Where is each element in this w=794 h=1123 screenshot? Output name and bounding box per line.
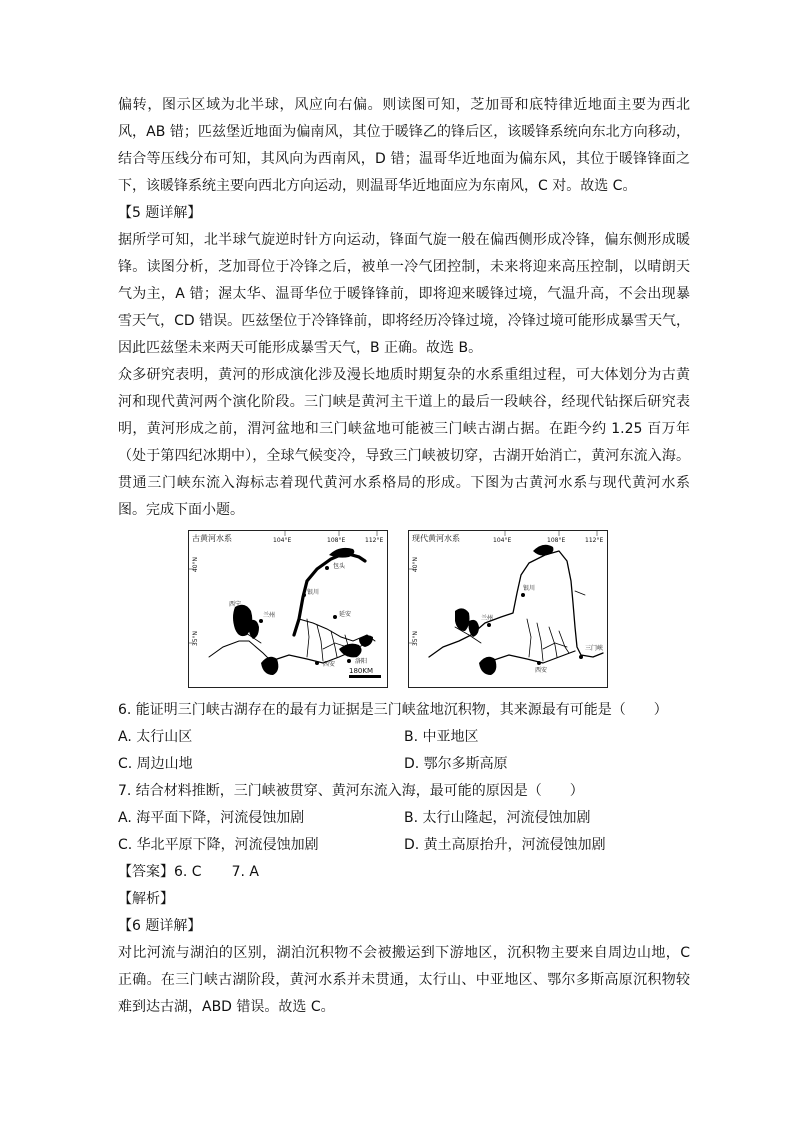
question-7-options-row bbox=[118, 832, 690, 859]
question-7-stem: 7. 结合材料推断，三门峡被贯穿、黄河东流入海，最可能的原因是（ ） bbox=[118, 783, 584, 799]
analysis-heading: 【解析】 bbox=[118, 891, 174, 907]
map-scale-label: 180KM bbox=[349, 667, 373, 675]
city-label-xian: 西安 bbox=[535, 667, 548, 674]
city-label-xining: 西宁 bbox=[229, 601, 242, 608]
option-7d: D. 黄土高原抬升，河流侵蚀加剧 bbox=[404, 837, 606, 853]
q6-detail-heading: 【6 题详解】 bbox=[118, 918, 202, 934]
map-title: 古黄河水系 bbox=[192, 534, 232, 543]
material-paragraph: 众多研究表明，黄河的形成演化涉及漫长地质时期复杂的水系重组过程，可大体划分为古黄河和现代黄河两个演化阶段。三门峡是黄河主干道上的最后一段峡谷，经现代钻探后研究表明，黄河形成之前，渭河盆地和三门峡盆地可能被三门峡古湖占据。在距今约 1.25 百万年（处于第四纪冰期中），全球气候变冷，导致三门峡被切穿，古湖开始消亡，黄河东流入海。贯通三门峡东流入海标志着现代黄河水系格局的形成。下图为古黄河水系与现代黄河水系图。完成下面小题。 bbox=[118, 367, 690, 518]
longitude-label: 112°E bbox=[365, 537, 384, 544]
question-7-options-row bbox=[118, 805, 690, 832]
longitude-label: 108°E bbox=[547, 537, 566, 544]
longitude-label: 104°E bbox=[273, 537, 292, 544]
map-modern-yellow-river bbox=[408, 530, 608, 688]
latitude-label: 35°N bbox=[412, 631, 419, 647]
option-6b: B. 中亚地区 bbox=[404, 729, 479, 745]
longitude-label: 108°E bbox=[327, 537, 346, 544]
city-label-baotou: 包头 bbox=[333, 563, 346, 570]
longitude-label: 104°E bbox=[493, 537, 512, 544]
option-7a: A. 海平面下降，河流侵蚀加剧 bbox=[118, 810, 305, 826]
latitude-label: 35°N bbox=[192, 631, 199, 647]
option-6d: D. 鄂尔多斯高原 bbox=[404, 756, 508, 772]
city-label-lanzhou: 兰州 bbox=[481, 615, 494, 622]
q5-detail-heading: 【5 题详解】 bbox=[118, 205, 202, 221]
latitude-label: 40°N bbox=[192, 557, 199, 573]
answer-7: 7. A bbox=[231, 864, 259, 880]
option-7b: B. 太行山隆起，河流侵蚀加剧 bbox=[404, 810, 591, 826]
figure-yellow-river-maps bbox=[118, 528, 690, 693]
city-label-sanmenxia: 三门峡 bbox=[585, 645, 604, 652]
question-6-options-row bbox=[118, 751, 690, 778]
latitude-label: 40°N bbox=[412, 557, 419, 573]
city-label-lanzhou: 兰州 bbox=[263, 612, 276, 619]
map-title: 现代黄河水系 bbox=[412, 534, 460, 543]
question-6-stem: 6. 能证明三门峡古湖存在的最有力证据是三门峡盆地沉积物，其来源最有可能是（ ） bbox=[118, 702, 668, 718]
question-6-options-row bbox=[118, 724, 690, 751]
answer-label: 【答案】 bbox=[118, 864, 174, 880]
option-7c: C. 华北平原下降，河流侵蚀加剧 bbox=[118, 837, 319, 853]
city-label-luoyang: 洛阳 bbox=[355, 658, 368, 665]
map-ancient-yellow-river bbox=[188, 530, 388, 688]
answer-6: 6. C bbox=[174, 864, 202, 880]
option-6c: C. 周边山地 bbox=[118, 756, 193, 772]
answer-line bbox=[118, 859, 690, 886]
q5-detail-text: 据所学可知，北半球气旋逆时针方向运动，锋面气旋一般在偏西侧形成冷锋，偏东侧形成暖锋。读图分析，芝加哥位于冷锋之后，被单一冷气团控制，未来将迎来高压控制，以晴朗天气为主，A 错；渥太华、温哥华位于暖锋锋前，即将迎来暖锋过境，气温升高，不会出现暴雪天气，CD 错误。匹兹堡位于冷锋锋前，即将经历冷锋过境，冷锋过境可能形成暴雪天气，因此匹兹堡未来两天可能形成暴雪天气，B 正确。故选 B。 bbox=[118, 232, 690, 356]
option-6a: A. 太行山区 bbox=[118, 729, 193, 745]
document-content bbox=[118, 92, 690, 1021]
q6-detail-text: 对比河流与湖泊的区别，湖泊沉积物不会被搬运到下游地区，沉积物主要来自周边山地，C 正确。在三门峡古湖阶段，黄河水系并未贯通，太行山、中亚地区、鄂尔多斯高原沉积物较难到达古湖，ABD 错误。故选 C。 bbox=[118, 945, 690, 1015]
longitude-label: 112°E bbox=[585, 537, 604, 544]
city-label-yanan: 延安 bbox=[339, 611, 352, 618]
city-label-yinchuan: 银川 bbox=[307, 589, 320, 596]
city-label-xian: 西安 bbox=[323, 661, 336, 668]
paragraph-q4-explanation: 偏转，图示区域为北半球，风应向右偏。则读图可知，芝加哥和底特律近地面主要为西北风，AB 错；匹兹堡近地面为偏南风，其位于暖锋乙的锋后区，该暖锋系统向东北方向移动，结合等压线分布可知，其风向为西南风，D 错；温哥华近地面为偏东风，其位于暖锋锋面之下，该暖锋系统主要向西北方向运动，则温哥华近地面应为东南风，C 对。故选 C。 bbox=[118, 97, 690, 194]
city-label-yinchuan: 银川 bbox=[523, 585, 536, 592]
